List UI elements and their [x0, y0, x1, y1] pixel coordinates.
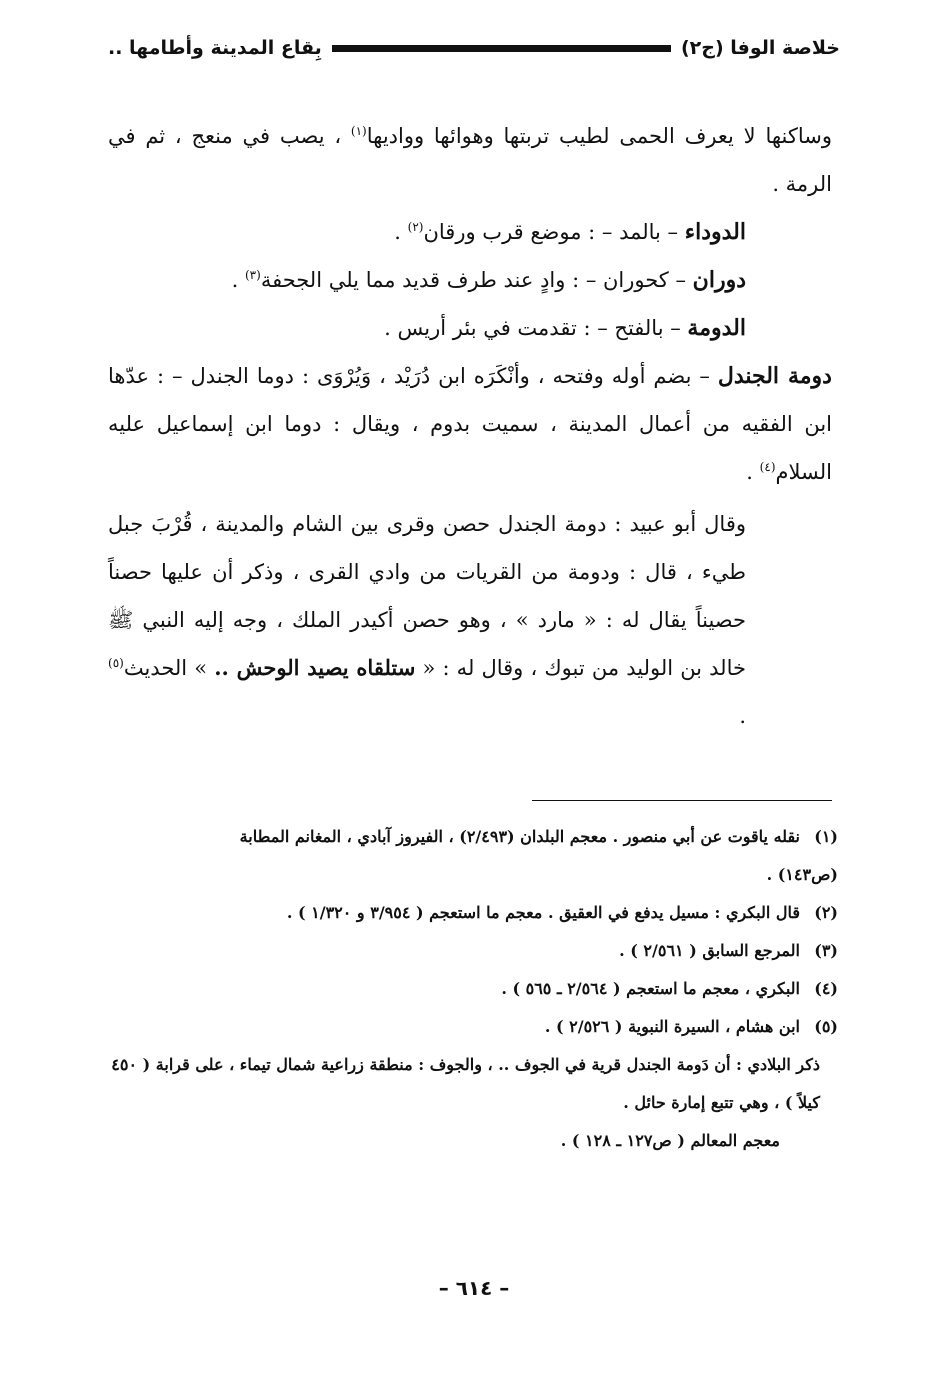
footnote-ref: (٢) — [407, 220, 424, 234]
entry-dawmat-aljandal: دومة الجندل – بضم أوله وفتحه ، وأنْكَرَه ابن دُرَيْد ، وَيُرْوَى : دوما الجندل – : عدّها ابن الفقيه من أعمال المدينة ، سميت بدوم ، ويقال : دوما ابن إسماعيل عليه السلام$^{(٤)}$ . — [108, 363, 832, 484]
hadith-quote: ستلقاه يصيد الوحش .. — [214, 655, 416, 680]
entry-term: الدوداء — [684, 219, 746, 245]
footnotes — [108, 818, 838, 1160]
entry-term: الدومة — [687, 315, 746, 341]
entry-term: دومة الجندل — [717, 363, 832, 389]
footnote-item: (٣)المرجع السابق ( ٢/٥٦١ ) . — [619, 941, 838, 960]
section-title: بِقاع المدينة وأطامها .. — [108, 37, 322, 59]
book-title: خلاصة الوفا (ج٢) — [680, 37, 840, 59]
footnote-item: (١)نقله ياقوت عن أبي منصور . معجم البلدان (٢/٤٩٣) ، الفيروز آبادي ، المغانم المطابة — [239, 827, 838, 846]
paragraph-abu-ubaid: وقال أبو عبيد : دومة الجندل حصن وقرى بين الشام والمدينة ، قُرْبَ جبل طيء ، قال : ودومة من القريات من وادي القرى ، وذكر أن عليها حصناً حصيناً يقال له : « مارد » ، وهو حصن أكيدر الملك ، وجه إليه النبي ﷺ خالد بن الوليد من تبوك ، وقال له : « ستلقاه يصيد الوحش .. » الحديث$^{(٥)}$ . — [108, 512, 746, 728]
footnote-item: (٤)البكري ، معجم ما استعجم ( ٢/٥٦٤ ـ ٥٦٥ ) . — [501, 979, 838, 998]
header-rule — [332, 45, 671, 52]
footnote-item: (٥)ابن هشام ، السيرة النبوية ( ٢/٥٢٦ ) . — [544, 1017, 838, 1036]
main-text — [108, 112, 832, 740]
footnote-separator — [532, 800, 832, 801]
entry-term: دوران — [692, 267, 746, 293]
footnote-ref: (٤) — [759, 460, 776, 474]
footnote-ref: (٥) — [108, 656, 124, 670]
page-number: – ٦١٤ – — [438, 1276, 510, 1300]
footnote-note: ذكر البلادي : أن دَومة الجندل قرية في الجوف .. ، والجوف : منطقة زراعية شمال تيماء ، على قرابة ( ٤٥٠ كيلاً ) ، وهي تتبع إمارة حائل . معجم المعالم ( ص١٢٧ ـ ١٢٨ ) . — [111, 1055, 820, 1150]
entry-dawran: دوران – كحوران – : وادٍ عند طرف قديد مما يلي الجحفة$^{(٣)}$ . — [231, 267, 746, 293]
footnote-continuation: (ص١٤٣) . — [766, 865, 838, 884]
entry-aldawma: الدومة – بالفتح – : تقدمت في بئر أريس . — [384, 315, 746, 341]
footnote-ref: (٣) — [244, 268, 261, 282]
running-header — [108, 28, 840, 68]
footnote-ref: (١) — [350, 124, 367, 138]
footnote-item: (٢)قال البكري : مسيل يدفع في العقيق . معجم ما استعجم ( ٣/٩٥٤ و ١/٣٢٠ ) . — [286, 903, 838, 922]
entry-aldawdaa: الدوداء – بالمد – : موضع قرب ورقان$^{(٢)}$ . — [394, 219, 746, 245]
paragraph-intro: وساكنها لا يعرف الحمى لطيب تربتها وهوائها وواديها$^{(١)}$ ، يصب في منعج ، ثم في الرمة . — [108, 124, 832, 196]
